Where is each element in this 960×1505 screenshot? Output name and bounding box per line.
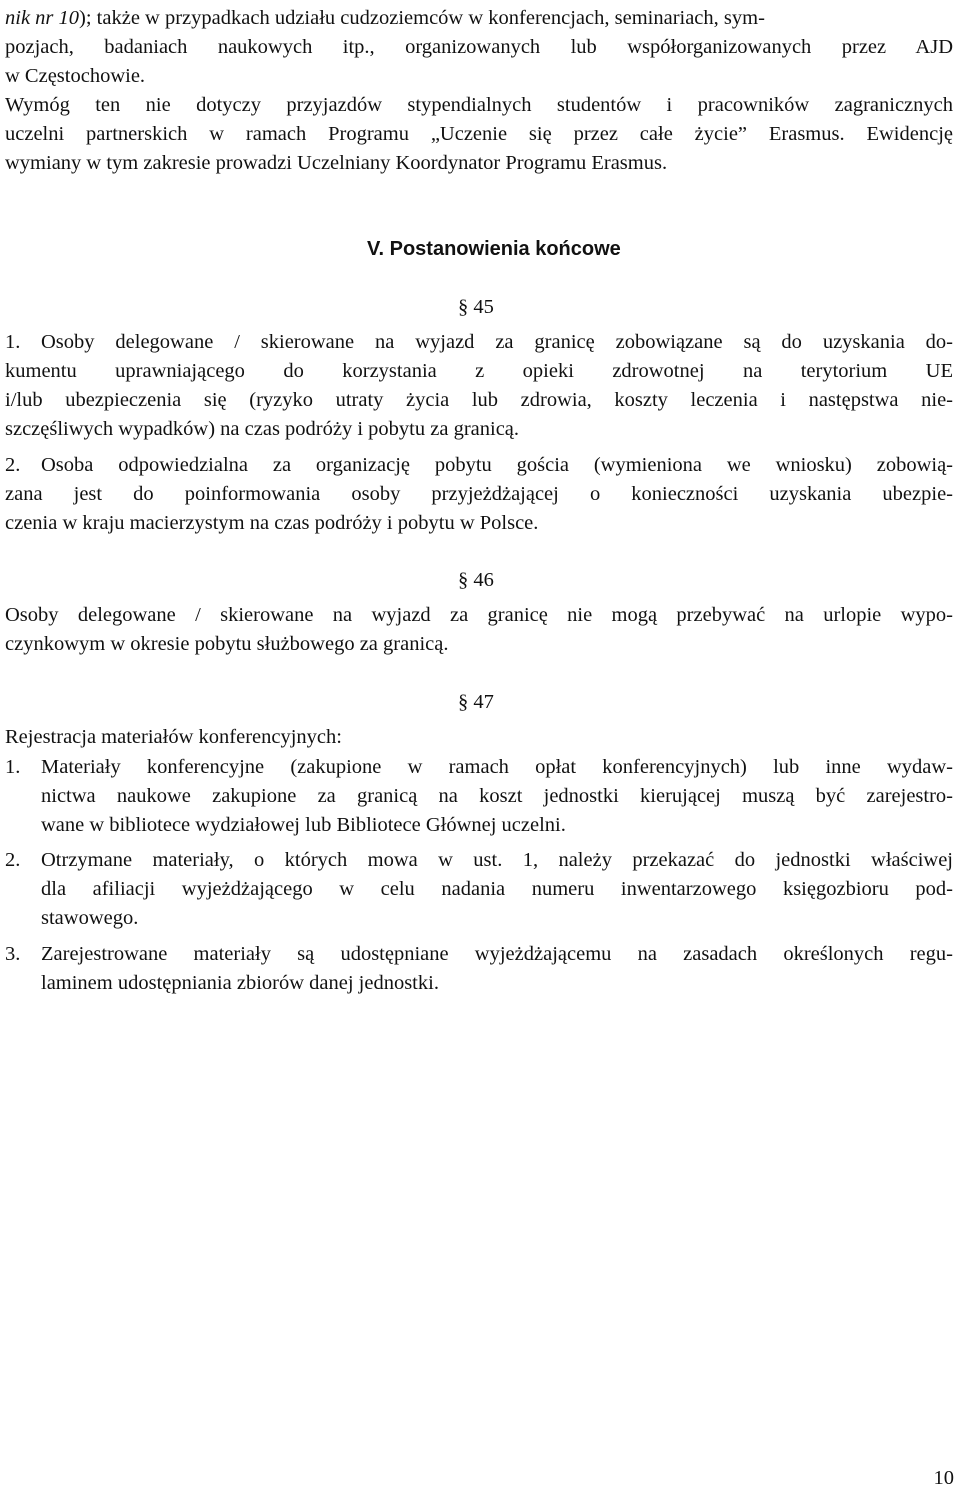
p45-item-2-line-3: czenia w kraju macierzystym na czas podróży i pobytu w Polsce.	[5, 512, 539, 534]
erasmus-line-2: uczelni partnerskich w ramach Programu „Uczenie się przez całe życie” Erasmus. Ewidencję	[5, 123, 953, 145]
page-number: 10	[933, 1466, 954, 1489]
p47-item-1-number: 1.	[5, 756, 21, 778]
p45-item-2-line-1: Osoba odpowiedzialna za organizację pobytu gościa (wymieniona we wniosku) zobowią-	[41, 454, 953, 476]
intro-line-3: w Częstochowie.	[5, 65, 146, 87]
erasmus-line-3: wymiany w tym zakresie prowadzi Uczelniany Koordynator Programu Erasmus.	[5, 152, 668, 174]
p47-item-2-line-1: Otrzymane materiały, o których mowa w ust. 1, należy przekazać do jednostki właściwej	[41, 849, 953, 871]
p47-item-1-line-1: Materiały konferencyjne (zakupione w ramach opłat konferencyjnych) lub inne wydaw-	[41, 756, 953, 778]
p46-line-1: Osoby delegowane / skierowane na wyjazd za granicę nie mogą przebywać na urlopie wypo-	[5, 604, 953, 626]
p47-item-3-number: 3.	[5, 943, 21, 965]
section-title: V. Postanowienia końcowe	[367, 238, 621, 260]
p47-item-2-number: 2.	[5, 849, 21, 871]
p45-item-1-line-3: i/lub ubezpieczenia się (ryzyko utraty życia lub zdrowia, koszty leczenia i następstwa nie-	[5, 389, 953, 411]
p45-item-2-number: 2.	[5, 454, 21, 476]
p46-line-2: czynkowym w okresie pobytu służbowego za granicą.	[5, 633, 449, 655]
p47-item-2-line-2: dla afiliacji wyjeżdżającego w celu nadania numeru inwentarzowego księgozbioru pod-	[41, 878, 953, 900]
p47-item-1-line-2: nictwa naukowe zakupione za granicą na koszt jednostki kierującej muszą być zarejestro-	[41, 785, 953, 807]
p45-item-1-line-4: szczęśliwych wypadków) na czas podróży i pobytu za granicą.	[5, 418, 520, 440]
intro-line-1	[5, 4, 765, 34]
p45-item-1-line-1: Osoby delegowane / skierowane na wyjazd za granicę zobowiązane są do uzyskania do-	[41, 331, 953, 353]
p47-item-2-line-3: stawowego.	[41, 907, 139, 929]
intro-line-2: pozjach, badaniach naukowych itp., organizowanych lub współorganizowanych przez AJD	[5, 36, 953, 58]
p47-item-3-line-1: Zarejestrowane materiały są udostępniane wyjeżdżającemu na zasadach określonych regu-	[41, 943, 953, 965]
intro-italic-ref: nik nr 10	[5, 7, 80, 29]
paragraph-46-sign: § 46	[458, 569, 494, 591]
erasmus-line-1: Wymóg ten nie dotyczy przyjazdów stypendialnych studentów i pracowników zagranicznych	[5, 94, 953, 116]
p47-intro: Rejestracja materiałów konferencyjnych:	[5, 726, 342, 748]
paragraph-45-sign: § 45	[458, 296, 494, 318]
paragraph-47-sign: § 47	[458, 691, 494, 713]
p47-item-3-line-2: laminem udostępniania zbiorów danej jednostki.	[41, 972, 439, 994]
intro-line-1-text: ); także w przypadkach udziału cudzoziemców w konferencjach, seminariach, sym-	[79, 7, 765, 29]
p47-item-1-line-3: wane w bibliotece wydziałowej lub Bibliotece Głównej uczelni.	[41, 814, 566, 836]
p45-item-2-line-2: zana jest do poinformowania osoby przyjeżdżającej o konieczności uzyskania ubezpie-	[5, 483, 953, 505]
p45-item-1-line-2: kumentu uprawniającego do korzystania z opieki zdrowotnej na terytorium UE	[5, 360, 953, 382]
p45-item-1-number: 1.	[5, 331, 21, 353]
